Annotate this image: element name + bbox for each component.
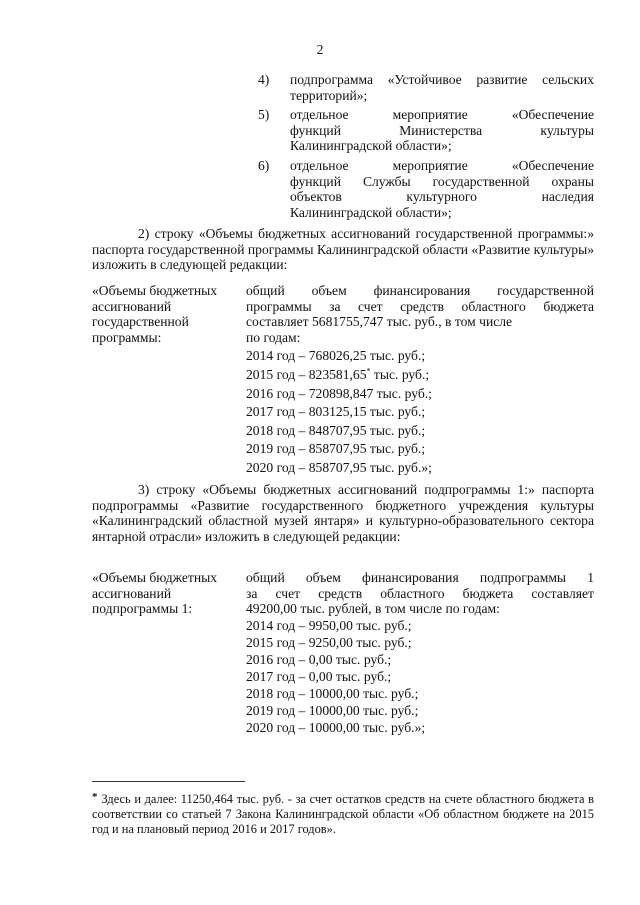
page-number: 2: [316, 42, 324, 57]
numbered-list: [258, 72, 594, 220]
year-line: 2020 год – 858707,95 тыс. руб.»;: [246, 459, 432, 475]
list-item-number: 6): [258, 157, 270, 173]
footnote-divider: [92, 781, 245, 782]
table-value: общий объем финансирования государственной программы за счет средств областного бюджета составляет 5681755,747 тыс. руб., в том числе по годам: 2014 год – 768026,25 тыс. руб.; 2015 год – 823581,65* тыс. руб.; 2016 год – 720898,847 тыс. руб.; 2017 год – 803125,15 тыс. руб.; 2018 год – 848707,95 тыс. руб.; 2019 год – 858707,95 тыс. руб.; 2020 год – 858707,95 тыс. руб.»;: [246, 283, 594, 475]
list-item: [258, 72, 594, 103]
year-line: 2014 год – 9950,00 тыс. руб.;: [246, 617, 412, 633]
year-line: 2016 год – 720898,847 тыс. руб.;: [246, 385, 432, 401]
list-item-line: отдельное мероприятие «Обеспечение: [290, 107, 594, 123]
list-item: [258, 107, 594, 154]
year-line: 2019 год – 10000,00 тыс. руб.;: [246, 703, 419, 719]
paragraph-3: 3) строку «Объемы бюджетных ассигнований подпрограммы 1:» паспорта подпрограммы «Развитие государственного бюджетного учреждения культуры «Калининградский областной музей янтаря» и культурно-образовательного сектора янтарной отрасли» изложить в следующей редакции:: [92, 482, 594, 544]
list-item-line: территорий»;: [290, 87, 368, 103]
list-item-line: подпрограмма «Устойчивое развитие сельских: [290, 72, 594, 87]
list-item-number: 5): [258, 107, 270, 123]
year-line: 2017 год – 0,00 тыс. руб.;: [246, 669, 392, 685]
year-line: 2014 год – 768026,25 тыс. руб.;: [246, 348, 426, 364]
budget-table-program: [92, 283, 594, 476]
table-label: «Объемы бюджетных ассигнований государственной программы:: [92, 283, 218, 345]
paragraph-2: 2) строку «Объемы бюджетных ассигнований государственной программы:» паспорта государственной программы Калининградской области «Развитие культуры» изложить в следующей редакции:: [92, 226, 594, 273]
table-label: «Объемы бюджетных ассигнований подпрограммы 1:: [92, 570, 218, 617]
year-line: 2019 год – 858707,95 тыс. руб.;: [246, 441, 426, 457]
list-item-line: Калининградской области»;: [290, 204, 452, 220]
footnote: [92, 790, 594, 838]
year-line: 2018 год – 10000,00 тыс. руб.;: [246, 686, 419, 702]
list-item-line: Калининградской области»;: [290, 138, 452, 154]
list-item-number: 4): [258, 72, 270, 87]
list-item-line: объектов культурного наследия: [290, 189, 594, 205]
list-item-line: отдельное мероприятие «Обеспечение: [290, 157, 594, 173]
year-line: 2016 год – 0,00 тыс. руб.;: [246, 651, 392, 667]
list-item-line: функций Службы государственной охраны: [290, 173, 594, 189]
table-value: общий объем финансирования подпрограммы 1 за счет средств областного бюджета составляет 49200,00 тыс. рублей, в том числе по годам: 2014 год – 9950,00 тыс. руб.; 2015 год – 9250,00 тыс. руб.; 2016 год – 0,00 тыс. руб.; 2017 год – 0,00 тыс. руб.; 2018 год – 10000,00 тыс. руб.; 2019 год – 10000,00 тыс. руб.; 2020 год – 10000,00 тыс. руб.»;: [246, 570, 594, 736]
year-line: 2017 год – 803125,15 тыс. руб.;: [246, 404, 426, 420]
year-line: 2015 год – 823581,65* тыс. руб.;: [246, 366, 430, 382]
list-item: [258, 158, 594, 220]
list-item-line: функций Министерства культуры: [290, 122, 594, 138]
footnote-mark: *: [92, 791, 98, 803]
footnote-text: Здесь и далее: 11250,464 тыс. руб. - за счет остатков средств на счете областного бюджета в соответствии со статьей 7 Закона Калининградской области «Об областном бюджете на 2015 год и на плановый период 2016 и 2017 годов».: [92, 792, 594, 837]
budget-table-subprogram: [92, 570, 594, 736]
year-line: 2020 год – 10000,00 тыс. руб.»;: [246, 720, 426, 736]
year-line: 2018 год – 848707,95 тыс. руб.;: [246, 422, 426, 438]
year-line: 2015 год – 9250,00 тыс. руб.;: [246, 634, 412, 650]
footnote-mark: *: [366, 366, 371, 376]
